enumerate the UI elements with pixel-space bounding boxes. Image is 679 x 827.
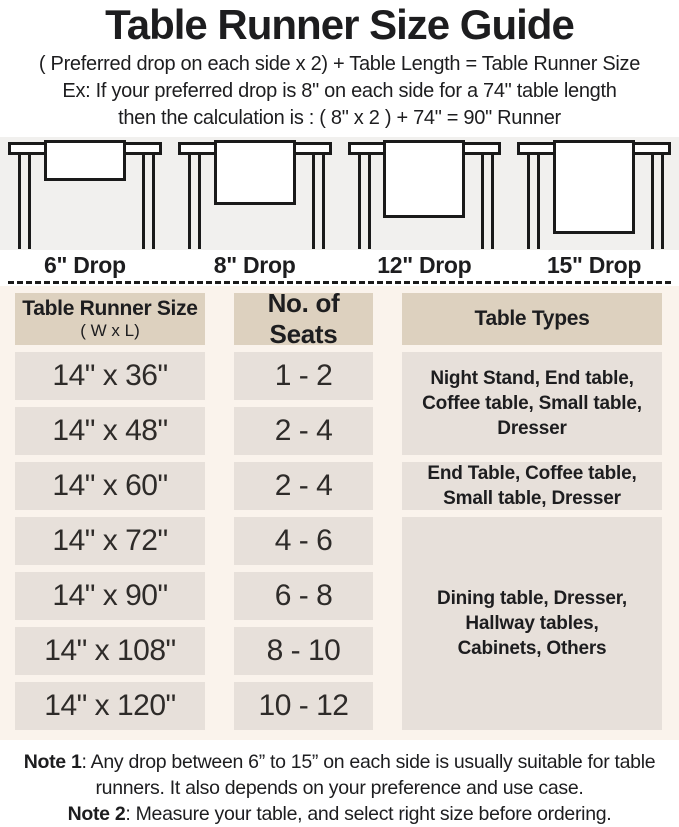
formula-text: ( Preferred drop on each side x 2) + Table Length = Table Runner Size (38, 53, 641, 75)
table-row-seats (234, 352, 373, 400)
size-value: 14" x 36" (52, 359, 168, 392)
table-row-size (15, 627, 205, 675)
size-value: 14" x 90" (52, 579, 168, 612)
table-leg-graphic (491, 154, 494, 249)
size-value: 14" x 48" (52, 414, 168, 447)
table-leg-graphic (527, 154, 530, 249)
table-leg-graphic (661, 154, 664, 249)
seats-value: 8 - 10 (266, 634, 341, 667)
seats-value: 4 - 6 (274, 524, 333, 557)
example-line-2: then the calculation is : ( 8" x 2 ) + 74" = 90" Runner (118, 107, 561, 129)
table-types-cell-small (402, 352, 662, 455)
table-types-text: Night Stand, End table, Coffee table, Small table, Dresser (422, 368, 642, 439)
table-leg-graphic (142, 154, 145, 249)
table-row-size (15, 682, 205, 730)
header-runner-size-sub: ( W x L) (80, 321, 140, 340)
table-row-seats (234, 572, 373, 620)
table-leg-graphic (651, 154, 654, 249)
table-leg-graphic (368, 154, 371, 249)
drop-label-6: 6" Drop (44, 252, 126, 278)
table-row-size (15, 352, 205, 400)
size-value: 14" x 108" (44, 634, 176, 667)
header-table-types (402, 293, 662, 345)
size-value: 14" x 60" (52, 469, 168, 502)
drop-illustrations (0, 137, 679, 250)
runner-graphic (44, 140, 126, 181)
table-illustration-15-drop (509, 137, 679, 250)
runner-graphic (553, 140, 635, 234)
table-row-seats (234, 462, 373, 510)
seats-value: 2 - 4 (274, 414, 333, 447)
table-leg-graphic (198, 154, 201, 249)
size-value: 14" x 72" (52, 524, 168, 557)
drop-label-8: 8" Drop (213, 252, 296, 278)
header-seats (234, 288, 373, 349)
note-2 (2, 801, 677, 827)
table-row-size (15, 462, 205, 510)
seats-value: 1 - 2 (274, 359, 333, 392)
table-types-text: End Table, Coffee table, Small table, Dresser (427, 463, 637, 509)
seats-value: 2 - 4 (274, 469, 333, 502)
example-line-1: Ex: If your preferred drop is 8" on each side for a 74" table length (62, 80, 617, 102)
table-types-cell-large (402, 517, 662, 730)
drop-labels-row (0, 250, 679, 281)
table-row-seats (234, 407, 373, 455)
table-row-size (15, 517, 205, 565)
notes-section (0, 740, 679, 827)
header-runner-size-title: Table Runner Size (22, 297, 198, 320)
header-table-types-label: Table Types (474, 307, 590, 330)
table-row-seats (234, 517, 373, 565)
table-illustration-12-drop (340, 137, 510, 250)
table-leg-graphic (481, 154, 484, 249)
dashed-divider (8, 281, 671, 284)
size-guide-section (0, 286, 679, 740)
table-leg-graphic (312, 154, 315, 249)
table-row-size (15, 407, 205, 455)
table-row-seats (234, 682, 373, 730)
seats-value: 6 - 8 (274, 579, 333, 612)
table-leg-graphic (358, 154, 361, 249)
table-leg-graphic (152, 154, 155, 249)
note-2-label: Note 2 (67, 803, 126, 825)
table-types-text: Dining table, Dresser, Hallway tables, Cabinets, Others (437, 588, 627, 659)
runner-graphic (214, 140, 296, 205)
table-types-cell-medium (402, 462, 662, 510)
table-leg-graphic (18, 154, 21, 249)
size-guide-table (15, 288, 663, 730)
header-runner-size (15, 293, 205, 345)
table-leg-graphic (322, 154, 325, 249)
header-seats-label: No. of Seats (267, 288, 340, 349)
size-value: 14" x 120" (44, 689, 176, 722)
table-row-seats (234, 627, 373, 675)
drop-label-12: 12" Drop (377, 252, 472, 278)
table-leg-graphic (28, 154, 31, 249)
drop-label-15: 15" Drop (547, 252, 642, 278)
seats-value: 10 - 12 (258, 689, 349, 722)
runner-graphic (383, 140, 465, 218)
table-illustration-8-drop (170, 137, 340, 250)
table-row-size (15, 572, 205, 620)
table-leg-graphic (188, 154, 191, 249)
table-illustration-6-drop (0, 137, 170, 250)
note-1 (2, 749, 677, 801)
note-1-label: Note 1 (23, 751, 82, 773)
table-leg-graphic (537, 154, 540, 249)
note-2-text: : Measure your table, and select right size before ordering. (125, 803, 612, 825)
page-title: Table Runner Size Guide (105, 1, 574, 48)
note-1-text: : Any drop between 6” to 15” on each side is usually suitable for table runners. It also depends on your preference and use case. (81, 751, 656, 799)
